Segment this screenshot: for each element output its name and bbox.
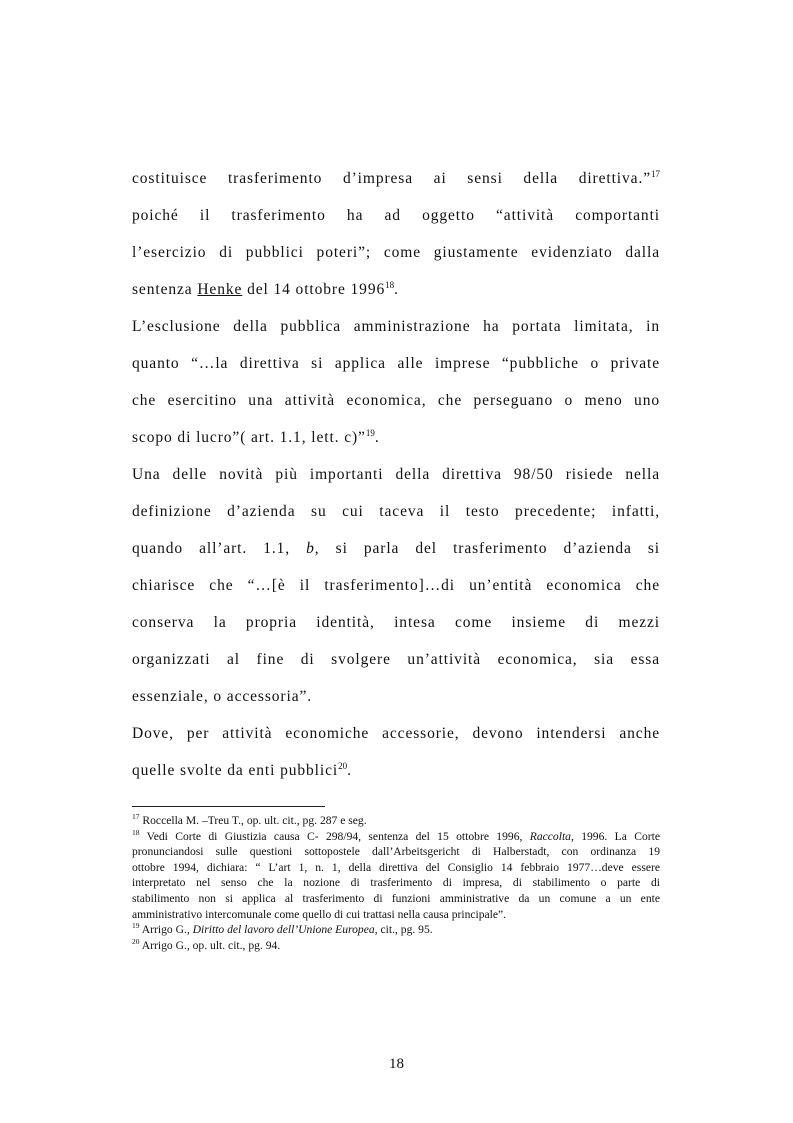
text-line: conserva la propria identità, intesa come insieme di mezzi [132, 614, 660, 631]
footnote-18-line: amministrativo intercomunale come quello di cui trattasi nella causa principale”. [132, 907, 507, 921]
page-number: 18 [389, 1056, 404, 1072]
footnote-17: $^{17}$ Roccella M. –Treu T., op. ult. cit., pg. 287 e seg. [132, 812, 367, 827]
text-line: poiché il trasferimento ha ad oggetto “attività comportanti [132, 207, 660, 224]
body-text [132, 160, 660, 789]
footnote-20: $^{20}$ Arrigo G., op. ult. cit., pg. 94. [132, 936, 281, 952]
footnote-18-line: ottobre 1994, dichiara: “ L’art 1, n. 1, della direttiva del Consiglio 14 febbraio 1977…deve essere [132, 860, 660, 874]
footnotes [132, 813, 660, 953]
text-line: definizione d’azienda su cui taceva il testo precedente; infatti, [132, 503, 660, 520]
text-line: quando all’art. 1.1, b, si parla del trasferimento d’azienda si [132, 540, 660, 557]
text-line: Una delle novità più importanti della direttiva 98/50 risiede nella [132, 466, 660, 483]
footnote-18: $^{18}$ Vedi Corte di Giustizia causa C- 298/94, sentenza del 15 ottobre 1996, Raccolta, 1996. La Corte [132, 827, 660, 843]
text-line: quelle svolte da enti pubblici$^{20}$. [132, 760, 352, 779]
text-line: l’esercizio di pubblici poteri”; come giustamente evidenziato dalla [132, 244, 660, 261]
footnote-18-line: pronunciandosi sulle questioni sottopostele dall’Arbeitsgericht di Halberstadt, con ordinanza 19 [132, 845, 660, 859]
text-line: essenziale, o accessoria”. [132, 688, 313, 705]
footnote-18-line: stabilimento non si applica al trasferimento di funzioni amministrative da un comune a un ente [132, 891, 660, 905]
footnote-19: $^{19}$ Arrigo G., Diritto del lavoro dell’Unione Europea, cit., pg. 95. [132, 921, 433, 937]
text-line: che esercitino una attività economica, che perseguano o meno uno [132, 392, 660, 409]
text-line: quanto “…la direttiva si applica alle imprese “pubbliche o private [132, 355, 660, 372]
text-line: L’esclusione della pubblica amministrazione ha portata limitata, in [132, 318, 660, 335]
text-line: chiarisce che “…[è il trasferimento]…di un’entità economica che [132, 577, 660, 594]
footnote-ref[interactable]: 20 [338, 760, 348, 771]
footnote-ref[interactable]: 19 [365, 427, 375, 438]
text-line: costituisce trasferimento d’impresa ai sensi della direttiva.”$^{17}$ [132, 168, 660, 187]
case-name-henke: Henke [197, 281, 243, 298]
text-line: sentenza Henke del 14 ottobre 1996$^{18}$. [132, 279, 399, 298]
footnote-ref[interactable]: 17 [651, 168, 660, 179]
text-line: scopo di lucro”( art. 1.1, lett. c)”$^{19}$. [132, 427, 380, 446]
footnote-separator [132, 806, 325, 807]
footnote-18-line: interpretato nel senso che la nozione di trasferimento di impresa, di stabilimento o parte di [132, 876, 660, 890]
text-line: organizzati al fine di svolgere un’attività economica, sia essa [132, 651, 660, 668]
text-line: Dove, per attività economiche accessorie, devono intendersi anche [132, 725, 660, 742]
footnote-ref[interactable]: 18 [385, 279, 395, 290]
